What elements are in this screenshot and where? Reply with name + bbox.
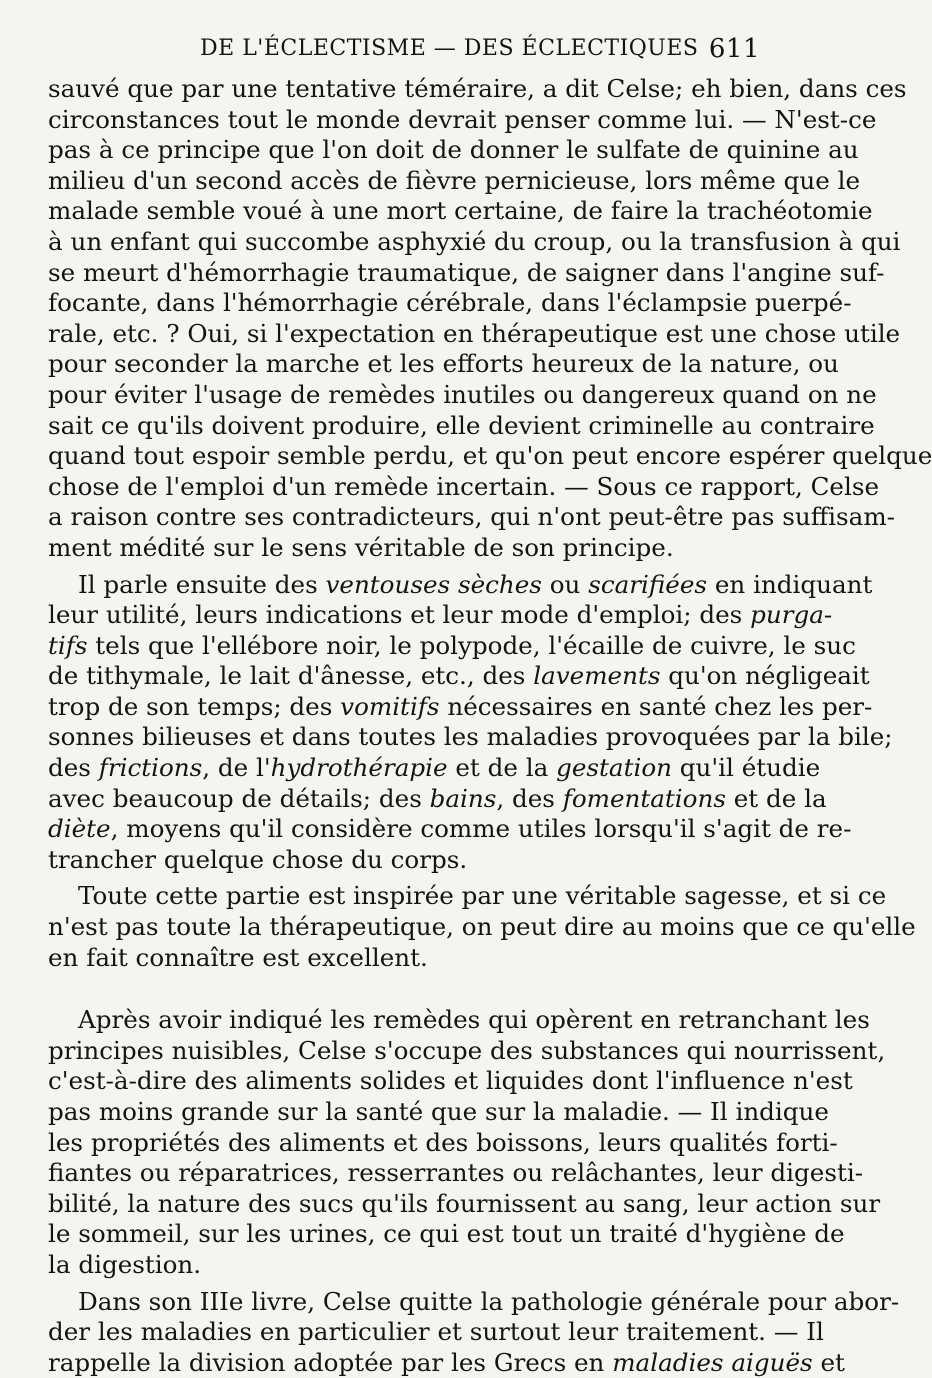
text-line <box>48 814 852 845</box>
text-line: quand tout espoir semble perdu, et qu'on peut encore espérer quelque <box>48 441 932 471</box>
text-line <box>48 661 870 692</box>
text-line: se meurt d'hémorrhagie traumatique, de saigner dans l'angine suf- <box>48 257 885 287</box>
text-run: , moyens qu'il considère comme utiles lorsqu'il s'agit de re- <box>110 814 852 844</box>
text-line: Toute cette partie est inspirée par une véritable sagesse, et si ce <box>78 881 887 911</box>
text-line: le sommeil, sur les urines, ce qui est tout un traité d'hygiène de <box>48 1219 845 1249</box>
italic-term: gestation <box>556 753 672 783</box>
text-line: focante, dans l'hémorrhagie cérébrale, dans l'éclampsie puerpé- <box>48 288 852 318</box>
paragraph-gap <box>48 973 758 1005</box>
text-run: des <box>48 753 99 783</box>
italic-term: bains <box>429 783 497 813</box>
italic-term: hydrothérapie <box>270 753 448 783</box>
text-run: trop de son temps; des <box>48 691 341 721</box>
text-line <box>48 569 873 601</box>
text-run: rappelle la division adoptée par les Grecs en <box>48 1347 613 1377</box>
text-run: , des <box>496 783 563 813</box>
text-line: der les maladies en particulier et surtout leur traitement. — Il <box>48 1317 824 1347</box>
text-line: en fait connaître est excellent. <box>48 942 428 972</box>
text-line: sauvé que par une tentative téméraire, a dit Celse; eh bien, dans ces <box>48 74 907 103</box>
text-line <box>48 630 856 662</box>
text-line: circonstances tout le monde devrait penser comme lui. — N'est-ce <box>48 104 877 134</box>
running-title: DE L'ÉCLECTISME — DES ÉCLECTIQUES <box>200 36 699 61</box>
text-line: à un enfant qui succombe asphyxié du croup, ou la transfusion à qui <box>48 226 901 256</box>
text-run: et de la <box>725 783 827 813</box>
paragraph <box>48 1005 886 1280</box>
text-line: chose de l'emploi d'un remède incertain. — Sous ce rapport, Celse <box>48 471 879 501</box>
text-run: avec beaucoup de détails; des <box>48 783 430 813</box>
text-line: pour éviter l'usage de remèdes inutiles ou dangereux quand on ne <box>48 379 877 409</box>
text-line <box>48 691 873 723</box>
text-run: leur utilité, leurs indications et leur mode d'emploi; des <box>48 600 751 630</box>
text-line: les propriétés des aliments et des boissons, leurs qualités forti- <box>48 1127 838 1157</box>
text-line <box>48 722 893 753</box>
text-run: Il parle ensuite des <box>78 569 326 599</box>
text-line: c'est-à-dire des aliments solides et liquides dont l'influence n'est <box>48 1066 853 1096</box>
text-line <box>48 600 833 631</box>
italic-term: vomitifs <box>340 691 440 721</box>
text-line: malade semble voué à une mort certaine, de faire la trachéotomie <box>48 196 873 226</box>
text-line: Dans son IIIe livre, Celse quitte la pathologie générale pour abor- <box>78 1286 900 1316</box>
text-line <box>48 753 821 784</box>
page-number: 611 <box>708 34 760 64</box>
paragraph <box>48 74 932 564</box>
text-line: bilité, la nature des sucs qu'ils fournissent au sang, leur action sur <box>48 1188 881 1218</box>
text-line: rale, etc. ? Oui, si l'expectation en thérapeutique est une chose utile <box>48 318 901 348</box>
text-line: n'est pas toute la thérapeutique, on peut dire au moins que ce qu'elle <box>48 912 916 942</box>
paragraph <box>48 1286 900 1378</box>
italic-term: purga- <box>750 600 833 630</box>
text-run: , de l' <box>202 753 271 783</box>
text-run: ou <box>541 569 589 599</box>
italic-term: ventouses sèches <box>325 569 542 599</box>
text-line: a raison contre ses contradicteurs, qui n'ont peut-être pas suffisam- <box>48 502 895 532</box>
italic-term: frictions <box>98 753 203 783</box>
text-line: fiantes ou réparatrices, resserrantes ou relâchantes, leur digesti- <box>48 1158 864 1188</box>
text-line: sait ce qu'ils doivent produire, elle devient criminelle au contraire <box>48 410 875 440</box>
text-line <box>48 783 827 815</box>
text-line <box>48 845 758 876</box>
italic-term: scarifiées <box>588 569 708 599</box>
paragraph <box>48 881 916 973</box>
text-run: sonnes bilieuses et dans toutes les maladies provoquées par la bile; <box>48 722 893 752</box>
text-run: nécessaires en santé chez les per- <box>439 691 873 721</box>
text-run: qu'il étudie <box>671 753 821 783</box>
running-head <box>48 28 760 68</box>
italic-term: maladies aiguës <box>612 1347 813 1377</box>
text-run: et de la <box>447 753 557 783</box>
text-line: milieu d'un second accès de fièvre pernicieuse, lors même que le <box>48 165 861 195</box>
text-run: et <box>812 1347 845 1377</box>
text-line: pour seconder la marche et les efforts heureux de la nature, ou <box>48 349 839 379</box>
text-run: tels que l'ellébore noir, le polypode, l'écaille de cuivre, le suc <box>87 630 856 660</box>
italic-term: diète <box>48 814 111 844</box>
text-line: pas moins grande sur la santé que sur la maladie. — Il indique <box>48 1097 829 1126</box>
body-text <box>48 74 932 1378</box>
text-run: trancher quelque chose du corps. <box>48 844 468 874</box>
paragraph <box>48 569 893 876</box>
text-run: de tithymale, le lait d'ânesse, etc., des <box>48 661 534 691</box>
italic-term: lavements <box>533 661 661 691</box>
text-run: qu'on négligeait <box>660 661 870 691</box>
italic-term: tifs <box>48 630 88 660</box>
text-line: pas à ce principe que l'on doit de donner le sulfate de quinine au <box>48 135 859 165</box>
text-run: en indiquant <box>707 569 873 599</box>
text-line: ment médité sur le sens véritable de son principe. <box>48 532 674 562</box>
text-line: la digestion. <box>48 1249 202 1279</box>
text-line: Après avoir indiqué les remèdes qui opèrent en retranchant les <box>78 1005 870 1035</box>
text-line: principes nuisibles, Celse s'occupe des substances qui nourrissent, <box>48 1035 886 1065</box>
text-line <box>48 1347 845 1378</box>
italic-term: fomentations <box>562 783 726 813</box>
